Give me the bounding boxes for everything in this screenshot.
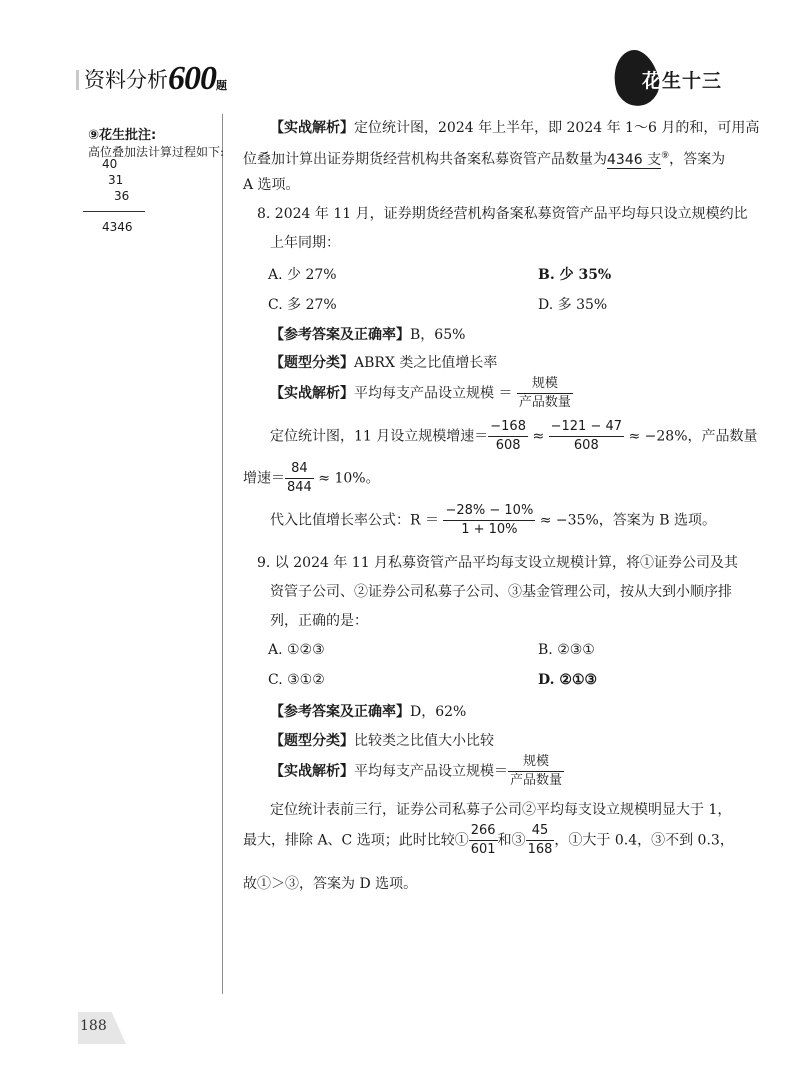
q9-explain-4: 故①＞③，答案为 D 选项。 — [243, 876, 418, 892]
sidebar-num-3: 36 — [114, 189, 130, 203]
q8-option-a: A. 少 27% — [268, 267, 337, 283]
q8-stem-2: 上年同期： — [270, 235, 340, 251]
sidebar-title: ⑨花生批注: — [88, 128, 157, 143]
q8-explain-1: 【实战解析】平均每支产品设立规模 ＝ $\frac{\text{规模}}{\text{产品数量}}$ — [270, 376, 571, 410]
q8-explain-2: 定位统计图，11 月设立规模增速＝ $\frac{-168}{608}$ ≈ $\frac{-121 - 47}{608}$ ≈ −28%，产品数量 — [270, 419, 758, 453]
q8-formula-fraction: $\frac{\text{规模}}{\text{产品数量}}$ — [518, 376, 571, 410]
q7-line-2: 位叠加计算出证券期货经营机构共备案私募资管产品数量为4346 支⑨，答案为 — [243, 151, 726, 168]
q8-explain-3: 增速＝ $\frac{84}{844}$ ≈ 10%。 — [243, 461, 380, 495]
sidebar-sum-rule — [83, 211, 145, 212]
book-title-number: 600 — [168, 60, 216, 97]
page-number: 188 — [80, 1018, 107, 1034]
q7-line-1: 【实战解析】定位统计图，2024 年上半年，即 2024 年 1～6 月的和，可用高 — [270, 120, 760, 136]
q9-explain-3: 最大，排除 A、C 选项；此时比较① $\frac{266}{601}$ 和③ $\frac{45}{168}$ ，①大于 0.4，③不到 0.3， — [243, 823, 734, 857]
q8-answer: 【参考答案及正确率】B，65% — [270, 327, 466, 343]
sidebar-num-1: 40 — [102, 157, 118, 171]
q9-explain-1: 【实战解析】平均每支产品设立规模＝ $\frac{\text{规模}}{\text{产品数量}}$ — [270, 754, 563, 788]
q9-explain-2: 定位统计表前三行，证券公司私募子公司②平均每支设立规模明显大于 1， — [270, 802, 732, 818]
q7-line-3: A 选项。 — [243, 177, 300, 193]
sidebar-intro: 高位叠加法计算过程如下: — [88, 145, 225, 159]
book-title-text: 资料分析 — [84, 68, 168, 92]
book-title-suffix: 题 — [216, 79, 227, 92]
margin-divider — [222, 114, 223, 994]
sidebar-sum: 4346 — [102, 220, 133, 234]
q9-option-a: A. ①②③ — [268, 642, 325, 658]
q8-type: 【题型分类】ABRX 类之比值增长率 — [270, 355, 498, 371]
q9-option-b: B. ②③① — [538, 642, 595, 658]
q8-explain-4: 代入比值增长率公式：R ＝ $\frac{-28\% - 10\%}{1 + 10\%}$ ≈ −35%，答案为 B 选项。 — [270, 503, 716, 537]
q9-answer: 【参考答案及正确率】D，62% — [270, 704, 467, 720]
q8-stem-1: 8. 2024 年 11 月，证券期货经营机构备案私募资管产品平均每只设立规模约比 — [257, 206, 748, 222]
q7-answer-count: 4346 支 — [607, 151, 662, 168]
q9-stem-3: 列，正确的是： — [270, 613, 368, 629]
q9-option-c: C. ③①② — [268, 672, 325, 688]
brand-logo — [614, 50, 729, 106]
sidebar-num-2: 31 — [108, 173, 124, 187]
q8-option-c: C. 多 27% — [268, 297, 337, 313]
brand-rest: 生十三 — [662, 70, 723, 92]
q9-option-d: D. ②①③ — [538, 672, 598, 688]
q9-formula-fraction: $\frac{\text{规模}}{\text{产品数量}}$ — [510, 754, 563, 788]
header-divider — [76, 70, 79, 90]
q9-stem-1: 9. 以 2024 年 11 月私募资管产品平均每支设立规模计算，将①证券公司及其 — [257, 555, 739, 571]
q8-option-b: B. 少 35% — [538, 267, 612, 283]
q9-stem-2: 资管子公司、②证券公司私募子公司、③基金管理公司，按从大到小顺序排 — [270, 584, 732, 600]
q9-type: 【题型分类】比较类之比值大小比较 — [270, 733, 494, 749]
book-title — [84, 60, 227, 98]
q8-option-d: D. 多 35% — [538, 297, 608, 313]
brand-first-char: 花 — [642, 70, 663, 92]
